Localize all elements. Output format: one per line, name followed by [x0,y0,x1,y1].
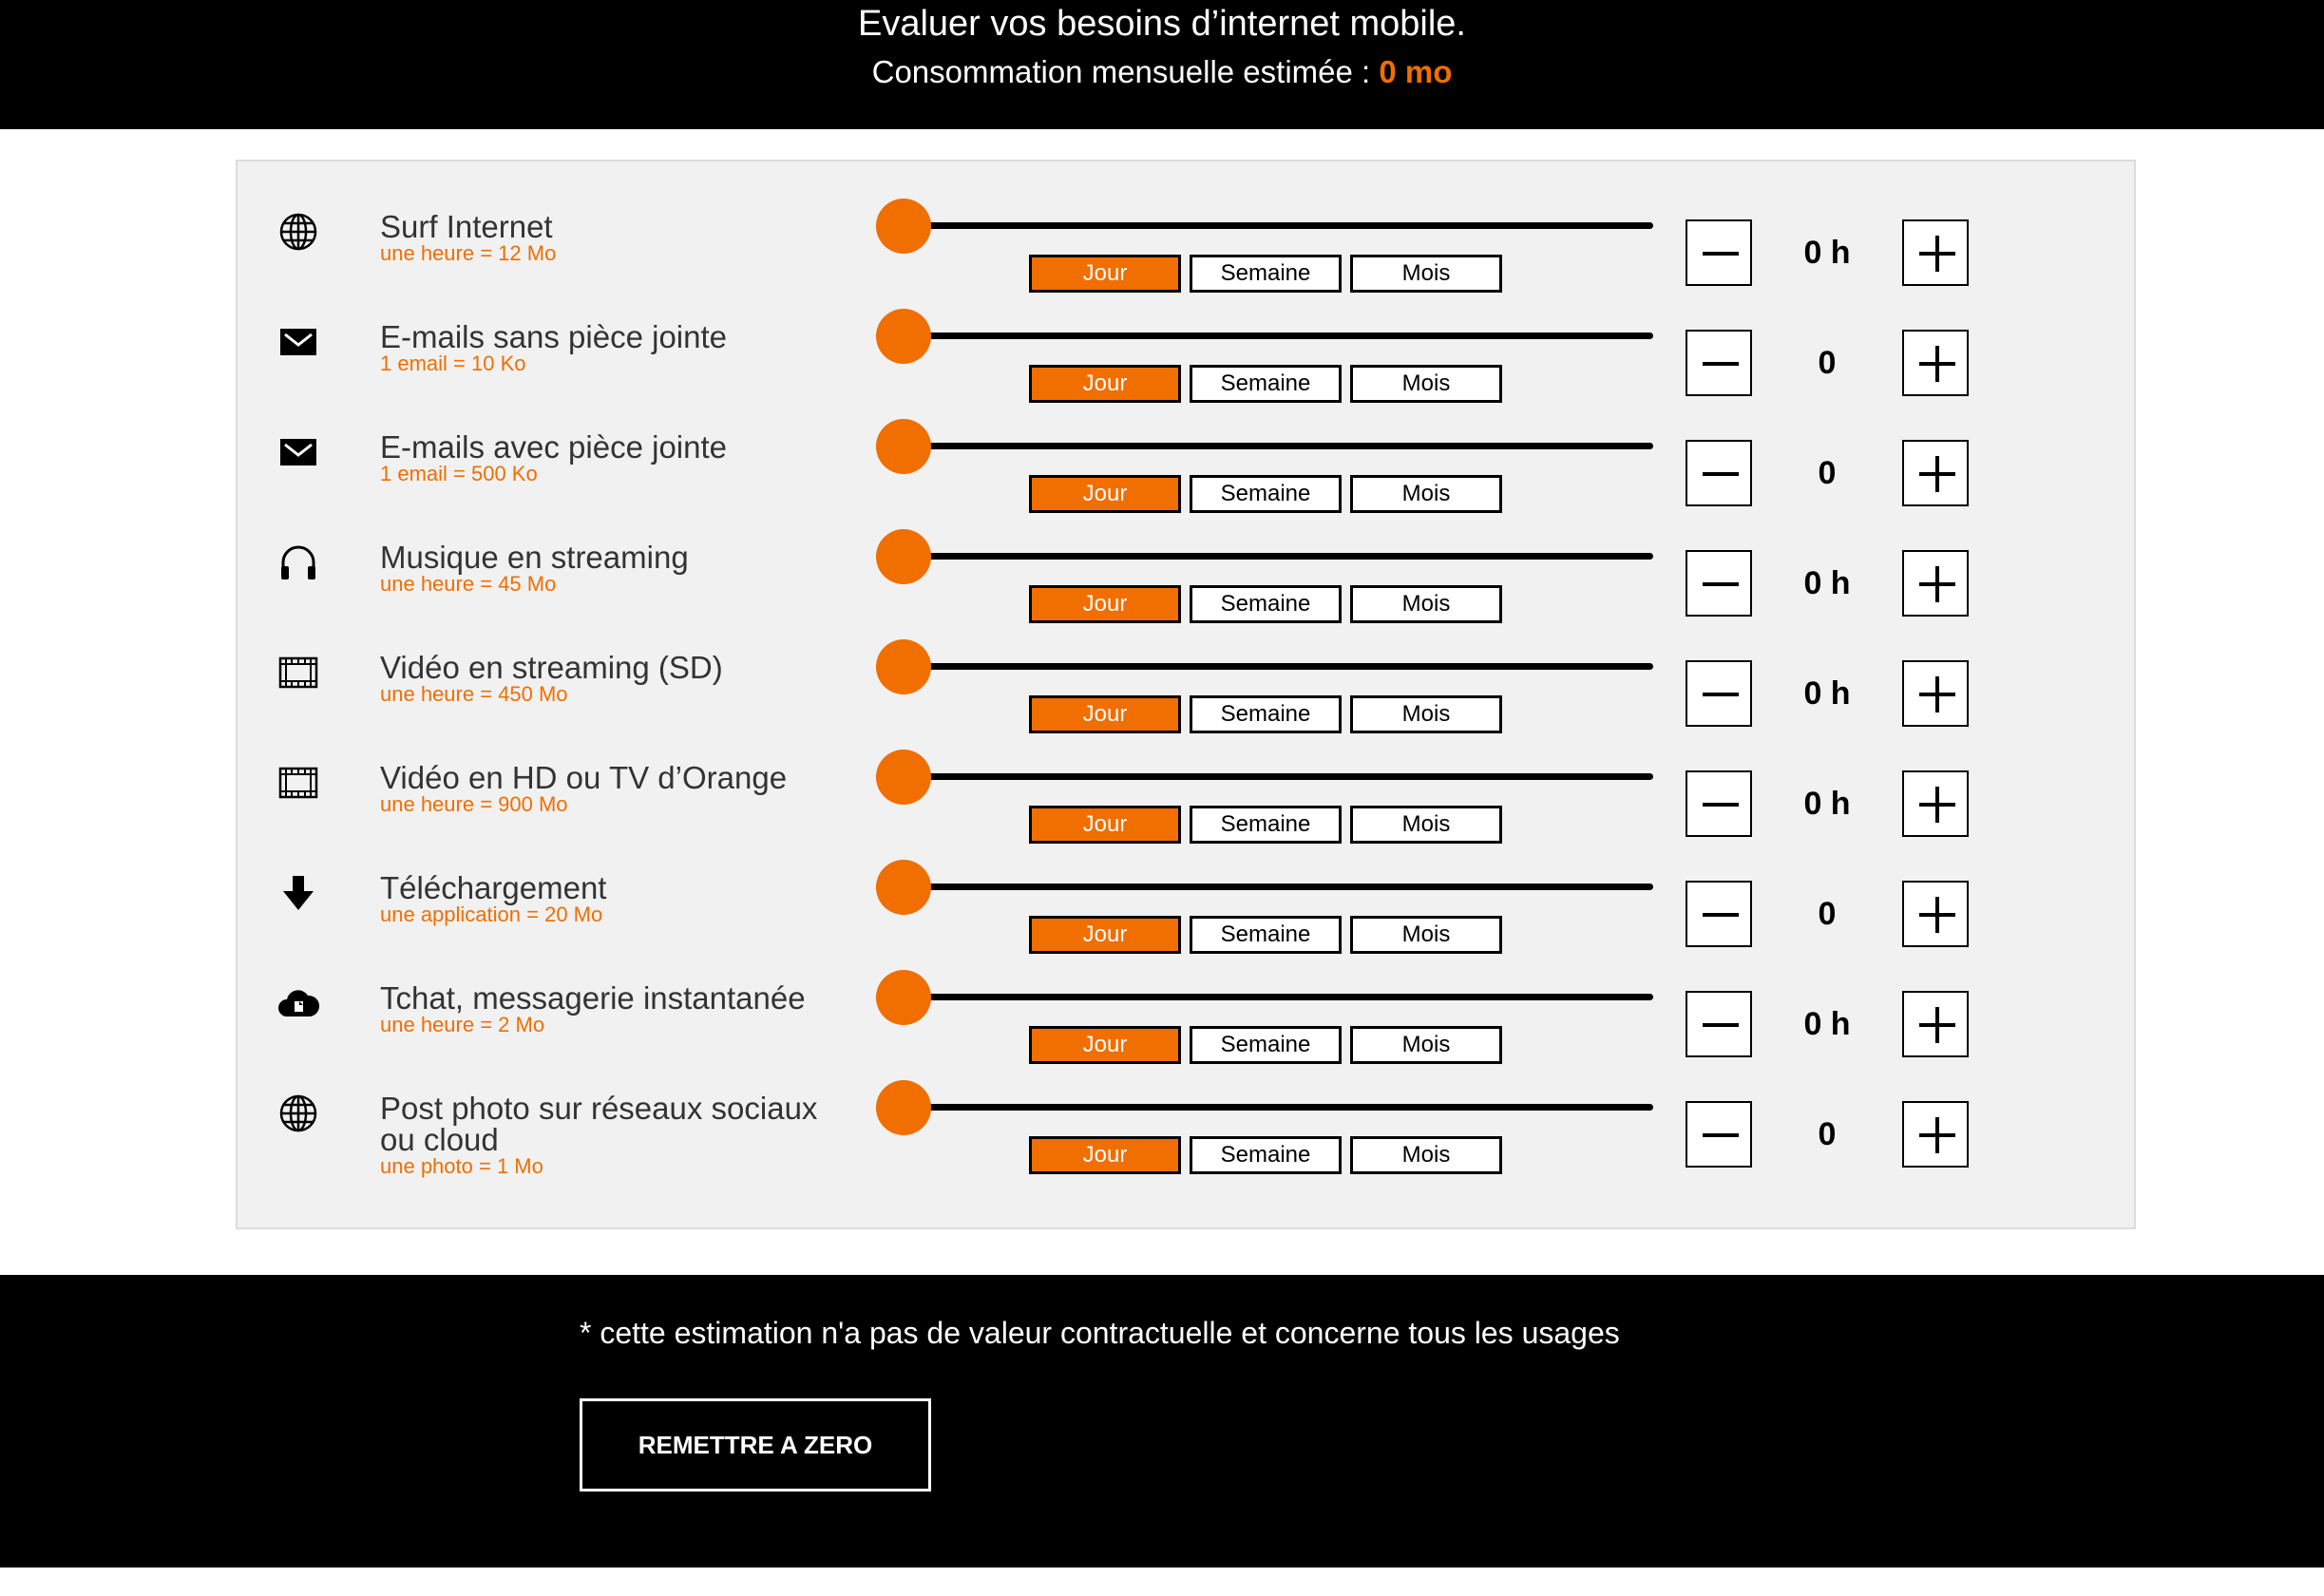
increment-button[interactable] [1902,991,1969,1057]
slider-track[interactable] [876,222,1653,229]
usage-hint: une photo = 1 Mo [380,1154,543,1178]
increment-button[interactable] [1902,660,1969,727]
usage-label [380,1092,827,1178]
period-button-mois[interactable]: Mois [1350,1026,1502,1064]
period-button-semaine[interactable]: Semaine [1190,585,1342,623]
globe-icon [277,1092,319,1134]
period-button-jour[interactable]: Jour [1029,1026,1181,1064]
estimate-line [0,51,2324,93]
usage-row [238,283,2134,396]
decrement-button[interactable] [1686,330,1752,396]
usage-hint: une heure = 450 Mo [380,682,568,706]
usage-count: 0 [1818,1116,1837,1152]
increment-button[interactable] [1902,881,1969,947]
usage-hint: 1 email = 500 Ko [380,462,538,485]
slider-track[interactable] [876,663,1653,670]
usage-hint: 1 email = 10 Ko [380,352,526,375]
usage-count: 0 h [1803,1006,1851,1042]
film-icon [277,762,319,804]
decrement-button[interactable] [1686,660,1752,727]
minus-icon [1703,582,1739,586]
usage-label [380,762,827,816]
slider-handle[interactable] [876,1080,931,1135]
plus-icon-vertical [1935,346,1939,382]
slider-handle[interactable] [876,529,931,584]
slider-track[interactable] [876,773,1653,780]
usage-label-text: Post photo sur réseaux sociaux ou cloud [380,1091,818,1157]
usage-panel [236,160,2136,1229]
usage-label [380,982,827,1036]
increment-button[interactable] [1902,1101,1969,1168]
usage-hint: une heure = 12 Mo [380,241,557,265]
usage-label [380,542,827,596]
usage-count: 0 [1818,345,1837,381]
page-header [0,0,2324,129]
slider-track[interactable] [876,884,1653,890]
usage-label [380,431,827,485]
download-arrow-icon [277,872,319,914]
slider-track[interactable] [876,443,1653,449]
usage-label [380,872,827,926]
globe-icon [277,211,319,253]
period-button-jour[interactable]: Jour [1029,365,1181,403]
plus-icon-vertical [1935,897,1939,933]
cloud-chat-icon [277,982,319,1024]
plus-icon-vertical [1935,1007,1939,1043]
decrement-button[interactable] [1686,770,1752,837]
slider-track[interactable] [876,994,1653,1000]
usage-label-text: E-mails avec pièce jointe [380,429,727,465]
page-title: Evaluer vos besoins d’internet mobile. [857,4,1466,44]
period-button-jour[interactable]: Jour [1029,695,1181,733]
period-button-semaine[interactable]: Semaine [1190,1136,1342,1174]
envelope-icon [277,431,319,473]
usage-label-text: Tchat, messagerie instantanée [380,980,806,1016]
period-button-mois[interactable]: Mois [1350,806,1502,844]
minus-icon [1703,1133,1739,1137]
slider-handle[interactable] [876,970,931,1025]
decrement-button[interactable] [1686,550,1752,617]
period-button-mois[interactable]: Mois [1350,695,1502,733]
period-button-jour[interactable]: Jour [1029,585,1181,623]
estimate-value: 0 mo [1379,54,1453,89]
plus-icon-vertical [1935,1117,1939,1153]
usage-label-text: Téléchargement [380,870,607,905]
plus-icon-vertical [1935,236,1939,272]
slider-handle[interactable] [876,860,931,915]
period-button-jour[interactable]: Jour [1029,806,1181,844]
period-button-mois[interactable]: Mois [1350,1136,1502,1174]
usage-row [238,173,2134,286]
minus-icon [1703,693,1739,696]
plus-icon-vertical [1935,456,1939,492]
usage-hint: une heure = 45 Mo [380,572,557,596]
usage-label-text: E-mails sans pièce jointe [380,319,727,354]
period-button-mois[interactable]: Mois [1350,585,1502,623]
decrement-button[interactable] [1686,991,1752,1057]
envelope-icon [277,321,319,363]
period-button-semaine[interactable]: Semaine [1190,475,1342,513]
usage-label [380,321,827,375]
disclaimer-note: * cette estimation n'a pas de valeur contractuelle et concerne tous les usages [580,1316,1620,1350]
period-button-jour[interactable]: Jour [1029,1136,1181,1174]
plus-icon-vertical [1935,787,1939,823]
usage-label-text: Vidéo en streaming (SD) [380,650,723,685]
period-button-mois[interactable]: Mois [1350,255,1502,293]
slider-handle[interactable] [876,750,931,805]
increment-button[interactable] [1902,219,1969,286]
period-button-semaine[interactable]: Semaine [1190,916,1342,954]
usage-label-text: Musique en streaming [380,540,689,575]
increment-button[interactable] [1902,770,1969,837]
slider-handle[interactable] [876,419,931,474]
increment-button[interactable] [1902,550,1969,617]
period-button-mois[interactable]: Mois [1350,475,1502,513]
period-button-jour[interactable]: Jour [1029,916,1181,954]
slider-track[interactable] [876,553,1653,560]
period-button-mois[interactable]: Mois [1350,916,1502,954]
usage-label [380,211,827,265]
usage-hint: une application = 20 Mo [380,902,603,926]
usage-label [380,652,827,706]
minus-icon [1703,252,1739,256]
usage-row [238,834,2134,947]
usage-row [238,393,2134,504]
increment-button[interactable] [1902,330,1969,396]
period-button-semaine[interactable]: Semaine [1190,1026,1342,1064]
headphones-icon [277,542,319,583]
usage-row [238,504,2134,617]
usage-label-text: Vidéo en HD ou TV d’Orange [380,760,788,795]
footer [0,1275,2324,1568]
minus-icon [1703,362,1739,366]
slider-handle[interactable] [876,309,931,364]
usage-label-text: Surf Internet [380,209,553,244]
minus-icon [1703,913,1739,917]
reset-button[interactable]: REMETTRE A ZERO [580,1398,931,1492]
slider-track[interactable] [876,1104,1653,1111]
usage-row [238,1054,2134,1178]
slider-handle[interactable] [876,199,931,254]
usage-count: 0 h [1803,675,1851,712]
decrement-button[interactable] [1686,1101,1752,1168]
slider-track[interactable] [876,332,1653,339]
period-button-jour[interactable]: Jour [1029,255,1181,293]
period-button-semaine[interactable]: Semaine [1190,365,1342,403]
period-button-semaine[interactable]: Semaine [1190,806,1342,844]
period-button-semaine[interactable]: Semaine [1190,695,1342,733]
increment-button[interactable] [1902,440,1969,506]
minus-icon [1703,803,1739,807]
period-button-mois[interactable]: Mois [1350,365,1502,403]
period-button-semaine[interactable]: Semaine [1190,255,1342,293]
estimate-label: Consommation mensuelle estimée : [871,54,1371,89]
usage-count: 0 h [1803,565,1851,601]
usage-count: 0 h [1803,235,1851,271]
minus-icon [1703,472,1739,476]
usage-count: 0 [1818,455,1837,491]
slider-handle[interactable] [876,639,931,694]
usage-count: 0 [1818,896,1837,932]
usage-hint: une heure = 2 Mo [380,1013,545,1036]
usage-row [238,944,2134,1057]
usage-hint: une heure = 900 Mo [380,792,568,816]
period-button-jour[interactable]: Jour [1029,475,1181,513]
usage-row [238,724,2134,837]
decrement-button[interactable] [1686,881,1752,947]
minus-icon [1703,1023,1739,1027]
film-icon [277,652,319,694]
decrement-button[interactable] [1686,440,1752,506]
usage-row [238,614,2134,727]
plus-icon-vertical [1935,566,1939,602]
plus-icon-vertical [1935,676,1939,712]
decrement-button[interactable] [1686,219,1752,286]
usage-count: 0 h [1803,786,1851,822]
